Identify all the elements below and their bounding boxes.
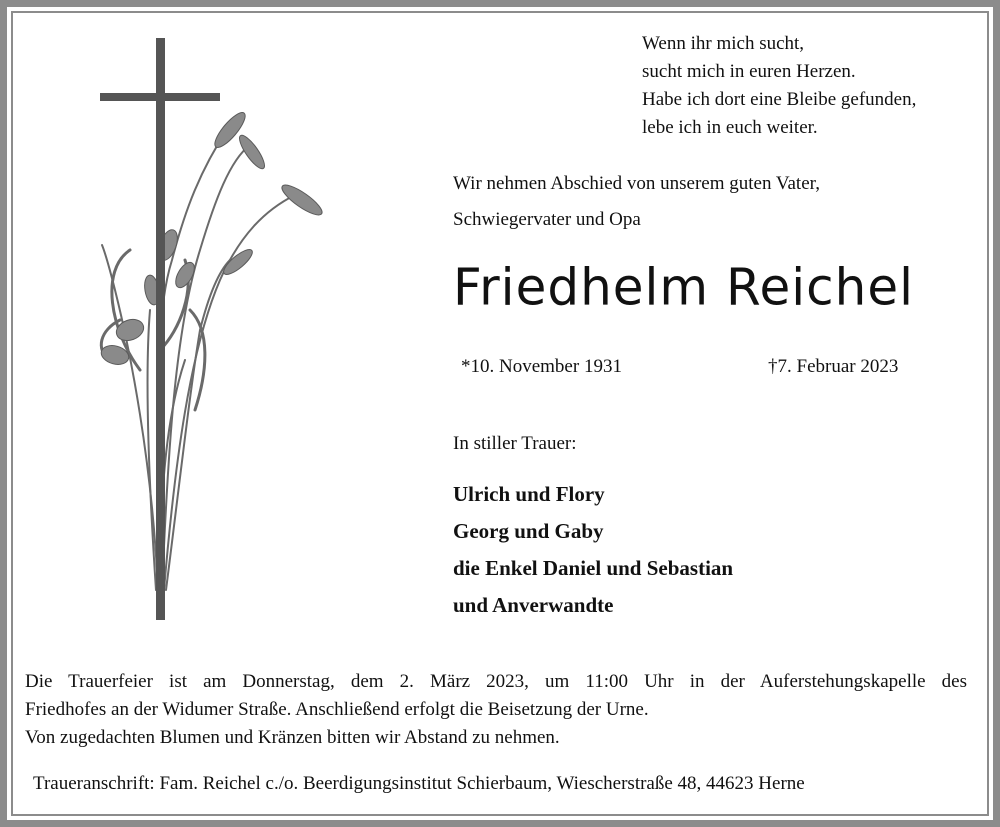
condolence-address: Traueranschrift: Fam. Reichel c./o. Beerdigungsinstitut Schierbaum, Wiescherstraße 48, 44623 Herne — [33, 773, 805, 794]
mourner-name: und Anverwandte — [453, 593, 614, 617]
deceased-name: Friedhelm Reichel — [453, 257, 914, 317]
cross-and-wheat-illustration — [90, 30, 350, 630]
mourner-name: Ulrich und Flory — [453, 482, 605, 506]
mourner-name: die Enkel Daniel und Sebastian — [453, 556, 734, 580]
poem — [642, 30, 916, 142]
ceremony-line: Von zugedachten Blumen und Kränzen bitten wir Abstand zu nehmen. — [25, 727, 560, 748]
farewell-intro — [453, 166, 820, 238]
ceremony-line: Die Trauerfeier ist am Donnerstag, dem 2. März 2023, um 11:00 Uhr in der Auferstehungskapelle des — [25, 671, 967, 692]
poem-line: Habe ich dort eine Bleibe gefunden, — [642, 89, 917, 110]
mourners-list — [453, 476, 733, 624]
wheat-ears-icon — [90, 30, 350, 630]
mourning-label: In stiller Trauer: — [453, 433, 577, 454]
ceremony-info — [25, 668, 967, 752]
intro-line: Wir nehmen Abschied von unserem guten Vater, — [453, 173, 820, 194]
intro-line: Schwiegervater und Opa — [453, 209, 641, 230]
death-date: †7. Februar 2023 — [768, 356, 899, 377]
poem-line: sucht mich in euren Herzen. — [642, 61, 856, 82]
ceremony-line: Friedhofes an der Widumer Straße. Anschließend erfolgt die Beisetzung der Urne. — [25, 699, 649, 720]
birth-date: *10. November 1931 — [461, 356, 622, 377]
mourner-name: Georg und Gaby — [453, 519, 604, 543]
poem-line: Wenn ihr mich sucht, — [642, 33, 805, 54]
poem-line: lebe ich in euch weiter. — [642, 117, 818, 138]
